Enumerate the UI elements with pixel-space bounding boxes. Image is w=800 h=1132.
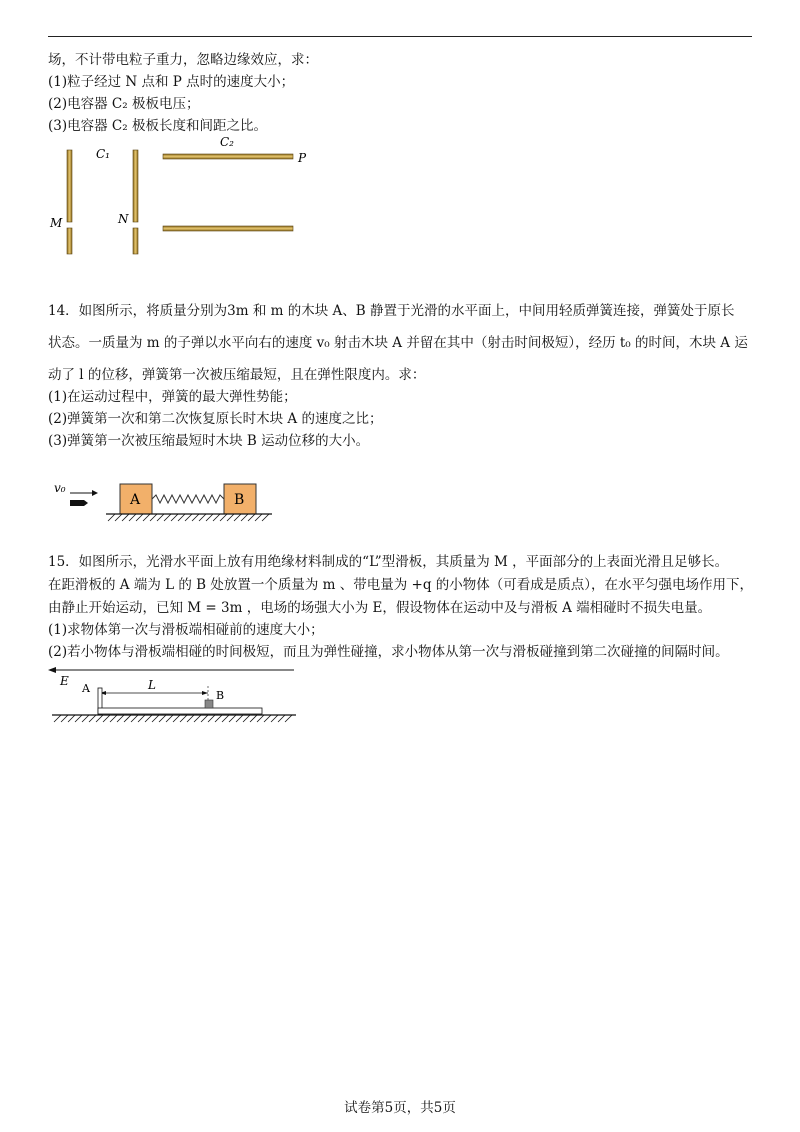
- label-a: A: [82, 682, 90, 695]
- hatch-line: [243, 715, 250, 722]
- plate-n-lower: [133, 228, 138, 254]
- hatch-line: [201, 715, 208, 722]
- hatch-line: [122, 514, 129, 521]
- label-p: P: [298, 151, 307, 165]
- hatch-line: [82, 715, 89, 722]
- q15-line: 由静止开始运动，已知 M = 3m ，电场的场强大小为 E，假设物体在运动中及与滑板 A 端相碰时不损失电量。: [48, 600, 712, 616]
- hatch-line: [110, 715, 117, 722]
- hatch-line: [264, 715, 271, 722]
- hatch-line: [248, 514, 255, 521]
- label-c1: C₁: [96, 147, 110, 161]
- plate-n-upper: [133, 150, 138, 222]
- q15-line: (1)求物体第一次与滑板端相碰前的速度大小；: [48, 622, 324, 638]
- hatch-line: [187, 715, 194, 722]
- hatch-line: [68, 715, 75, 722]
- hatch-line: [199, 514, 206, 521]
- hatch-line: [194, 715, 201, 722]
- hatch-line: [229, 715, 236, 722]
- label-v0: v₀: [54, 481, 66, 495]
- q13-line: (1)粒子经过 N 点和 P 点时的速度大小；: [48, 74, 295, 90]
- hatch-line: [54, 715, 61, 722]
- label-l: L: [148, 678, 156, 692]
- hatch-line: [164, 514, 171, 521]
- hatch-line: [129, 514, 136, 521]
- spring: [152, 495, 224, 503]
- q15-line: (2)若小物体与滑板端相碰的时间极短，而且为弹性碰撞，求小物体从第一次与滑板碰撞到第二次碰撞的间隔时间。: [48, 644, 729, 660]
- hatch-line: [117, 715, 124, 722]
- hatch-line: [150, 514, 157, 521]
- plate-c2-upper: [163, 154, 293, 159]
- hatch-line: [220, 514, 227, 521]
- q14-line: (1)在运动过程中，弹簧的最大弹性势能；: [48, 389, 297, 405]
- hatch-line: [208, 715, 215, 722]
- plate-m-upper: [67, 150, 72, 222]
- block-b-label: B: [234, 492, 245, 508]
- hatch-line: [138, 715, 145, 722]
- q14-line: (3)弹簧第一次被压缩最短时木块 B 运动位移的大小。: [48, 433, 370, 449]
- hatch-line: [143, 514, 150, 521]
- hatch-line: [171, 514, 178, 521]
- field-arrowhead: [48, 667, 56, 673]
- block-a-label: A: [130, 492, 141, 508]
- label-n: N: [118, 212, 129, 226]
- hatch-line: [250, 715, 257, 722]
- ground-hatch: [54, 715, 292, 722]
- page-footer: 试卷第5页，共5页: [344, 1100, 456, 1116]
- q14-line: 动了 l 的位移，弹簧第一次被压缩最短，且在弹性限度内。求：: [48, 367, 426, 383]
- bullet: [70, 500, 84, 506]
- q13-line: 场，不计带电粒子重力，忽略边缘效应，求：: [48, 52, 318, 68]
- l-slider-figure: [46, 664, 306, 732]
- hatch-line: [166, 715, 173, 722]
- plate-c2-lower: [163, 226, 293, 231]
- hatch-line: [115, 514, 122, 521]
- dim-arrow-right: [202, 691, 208, 695]
- hatch-line: [215, 715, 222, 722]
- q15-line: 在距滑板的 A 端为 L 的 B 处放置一个质量为 m 、带电量为 +q 的小物体（可看成是质点），在水平匀强电场作用下，: [48, 577, 754, 593]
- hatch-line: [213, 514, 220, 521]
- label-c2: C₂: [220, 135, 234, 149]
- hatch-line: [96, 715, 103, 722]
- small-object: [205, 700, 213, 708]
- q13-line: (3)电容器 C₂ 极板长度和间距之比。: [48, 118, 267, 134]
- hatch-line: [206, 514, 213, 521]
- hatch-line: [285, 715, 292, 722]
- q14-line: 14．如图所示，将质量分别为3m 和 m 的木块 A、B 静置于光滑的水平面上，中间用轻质弹簧连接，弹簧处于原长: [48, 303, 735, 319]
- hatch-line: [234, 514, 241, 521]
- hatch-line: [131, 715, 138, 722]
- hatch-line: [185, 514, 192, 521]
- hatch-line: [257, 715, 264, 722]
- hatch-line: [278, 715, 285, 722]
- header-rule: [48, 36, 752, 37]
- spring-blocks-figure: [50, 476, 280, 526]
- hatch-line: [157, 514, 164, 521]
- q15-line: 15．如图所示，光滑水平面上放有用绝缘材料制成的“L”型滑板，其质量为 M ，平面部分的上表面光滑且足够长。: [48, 554, 729, 570]
- hatch-line: [227, 514, 234, 521]
- hatch-line: [89, 715, 96, 722]
- capacitor-figure: [40, 132, 320, 260]
- label-b: B: [216, 689, 225, 702]
- hatch-line: [180, 715, 187, 722]
- hatch-line: [192, 514, 199, 521]
- hatch-line: [173, 715, 180, 722]
- hatch-line: [178, 514, 185, 521]
- hatch-line: [236, 715, 243, 722]
- q14-line: 状态。一质量为 m 的子弹以水平向右的速度 v₀ 射击木块 A 并留在其中（射击时间极短），经历 t₀ 的时间，木块 A 运: [48, 335, 748, 351]
- hatch-line: [103, 715, 110, 722]
- hatch-line: [222, 715, 229, 722]
- hatch-line: [241, 514, 248, 521]
- hatch-line: [271, 715, 278, 722]
- q13-line: (2)电容器 C₂ 极板电压；: [48, 96, 200, 112]
- hatch-line: [61, 715, 68, 722]
- hatch-line: [159, 715, 166, 722]
- ground-hatch: [108, 514, 269, 521]
- plate-m-lower: [67, 228, 72, 254]
- hatch-line: [152, 715, 159, 722]
- hatch-line: [262, 514, 269, 521]
- hatch-line: [136, 514, 143, 521]
- hatch-line: [75, 715, 82, 722]
- label-m: M: [50, 216, 63, 230]
- hatch-line: [124, 715, 131, 722]
- bullet-tip: [84, 500, 88, 506]
- hatch-line: [145, 715, 152, 722]
- velocity-arrowhead: [92, 490, 98, 496]
- label-e: E: [60, 674, 69, 688]
- hatch-line: [255, 514, 262, 521]
- slider-board: [98, 708, 262, 714]
- hatch-line: [108, 514, 115, 521]
- q14-line: (2)弹簧第一次和第二次恢复原长时木块 A 的速度之比；: [48, 411, 383, 427]
